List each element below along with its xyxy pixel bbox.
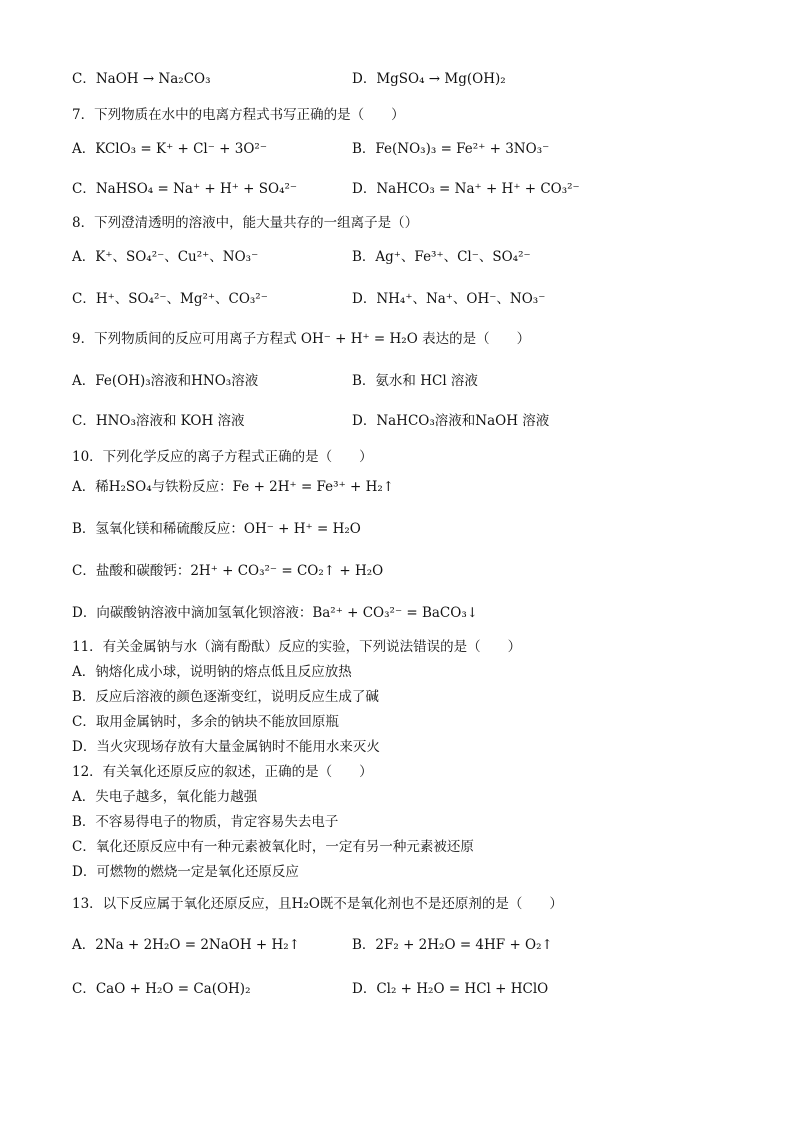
question-stem: 11．有关金属钠与水（滴有酚酞）反应的实验，下列说法错误的是（ ） (72, 639, 522, 655)
answer-option-pair (72, 936, 732, 954)
answer-option: B．氢氧化镁和稀硫酸反应：OH⁻ + H⁺ = H₂O (72, 521, 361, 537)
answer-option-pair (72, 140, 732, 158)
question-stem: 8．下列澄清透明的溶液中，能大量共存的一组离子是（） (72, 215, 419, 231)
answer-option: D．向碳酸钠溶液中滴加氢氧化钡溶液：Ba²⁺ + CO₃²⁻ = BaCO₃↓ (72, 605, 479, 621)
answer-option: A．钠熔化成小球，说明钠的熔点低且反应放热 (72, 664, 352, 680)
question-stem: 9．下列物质间的反应可用离子方程式 OH⁻ + H⁺ = H₂O 表达的是（ ） (72, 331, 531, 347)
answer-option: B．Fe(NO₃)₃ = Fe²⁺ + 3NO₃⁻ (352, 141, 550, 157)
answer-option-pair (72, 248, 732, 266)
answer-option: C．取用金属钠时，多余的钠块不能放回原瓶 (72, 714, 339, 730)
answer-option: D．NH₄⁺、Na⁺、OH⁻、NO₃⁻ (352, 291, 546, 307)
answer-option: A．失电子越多，氧化能力越强 (72, 789, 258, 805)
answer-option: D．NaHCO₃ = Na⁺ + H⁺ + CO₃²⁻ (352, 181, 580, 197)
answer-option-pair (72, 180, 732, 198)
question-stem: 10．下列化学反应的离子方程式正确的是（ ） (72, 449, 373, 465)
answer-option: B．Ag⁺、Fe³⁺、Cl⁻、SO₄²⁻ (352, 249, 531, 265)
answer-option: A．KClO₃ = K⁺ + Cl⁻ + 3O²⁻ (72, 141, 267, 157)
answer-option: C．H⁺、SO₄²⁻、Mg²⁺、CO₃²⁻ (72, 291, 268, 307)
answer-option: D．可燃物的燃烧一定是氧化还原反应 (72, 864, 299, 880)
answer-option: D．当火灾现场存放有大量金属钠时不能用水来灭火 (72, 739, 380, 755)
answer-option-pair (72, 372, 732, 390)
answer-option: A．Fe(OH)₃溶液和HNO₃溶液 (72, 373, 259, 389)
answer-option-pair (72, 980, 732, 998)
answer-option: C．CaO + H₂O = Ca(OH)₂ (72, 981, 251, 997)
answer-option: D．NaHCO₃溶液和NaOH 溶液 (352, 413, 550, 429)
answer-option-pair (72, 412, 732, 430)
answer-option: B．反应后溶液的颜色逐渐变红，说明反应生成了碱 (72, 689, 379, 705)
question-stem: 7．下列物质在水中的电离方程式书写正确的是（ ） (72, 107, 405, 123)
answer-option: C．HNO₃溶液和 KOH 溶液 (72, 413, 245, 429)
answer-option-pair (72, 290, 732, 308)
answer-option: C．NaOH → Na₂CO₃ (72, 71, 211, 87)
answer-option: A．2Na + 2H₂O = 2NaOH + H₂↑ (72, 937, 301, 953)
answer-option: D．MgSO₄ → Mg(OH)₂ (352, 71, 506, 87)
question-stem: 13．以下反应属于氧化还原反应，且H₂O既不是氧化剂也不是还原剂的是（ ） (72, 896, 563, 912)
question-stem: 12．有关氧化还原反应的叙述，正确的是（ ） (72, 764, 373, 780)
answer-option: B．2F₂ + 2H₂O = 4HF + O₂↑ (352, 937, 553, 953)
answer-option: A．K⁺、SO₄²⁻、Cu²⁺、NO₃⁻ (72, 249, 259, 265)
answer-option: B．不容易得电子的物质，肯定容易失去电子 (72, 814, 339, 830)
answer-option: C．NaHSO₄ = Na⁺ + H⁺ + SO₄²⁻ (72, 181, 298, 197)
answer-option: C．氧化还原反应中有一种元素被氧化时，一定有另一种元素被还原 (72, 839, 474, 855)
answer-option-pair (72, 70, 732, 88)
answer-option: B．氨水和 HCl 溶液 (352, 373, 478, 389)
answer-option: D．Cl₂ + H₂O = HCl + HClO (352, 981, 549, 997)
answer-option: C．盐酸和碳酸钙：2H⁺ + CO₃²⁻ = CO₂↑ + H₂O (72, 563, 384, 579)
answer-option: A．稀H₂SO₄与铁粉反应：Fe + 2H⁺ = Fe³⁺ + H₂↑ (72, 479, 395, 495)
